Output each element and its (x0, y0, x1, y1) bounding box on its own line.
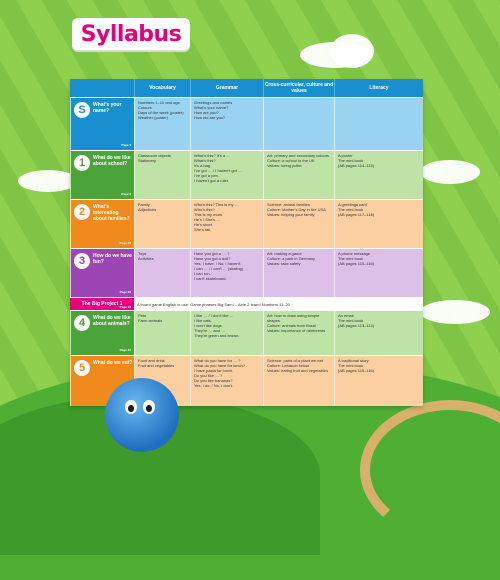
cell-grammar: Greetings and names What's your name? How are you? How old are you? (190, 98, 263, 150)
cell-cross: Art: how to draw using simple shapes Culture: animals from Brazil Values: importance of rainforests (263, 311, 334, 355)
page-title: Syllabus (80, 21, 182, 47)
unit-title: What's your name? (93, 102, 122, 114)
cell-vocab: Numbers 1–10 and age Colours Days of the week (poster) Weather (poster) (134, 98, 190, 150)
cell-vocab: Toys Activities (134, 249, 190, 297)
header-cell (70, 79, 134, 97)
big-project-row (70, 297, 423, 310)
unit-cell (70, 311, 134, 355)
unit-number: 1 (74, 155, 90, 171)
cell-grammar: What's this? It's a … What's this? It's a bag. I've got … / I haven't got … I've got a pen. I haven't got a ruler. (190, 151, 263, 199)
cell-lit: A traditional story The mini book (AB pages 115–116) (334, 356, 423, 406)
header-grammar: Grammar (190, 79, 263, 97)
table-row (70, 310, 423, 355)
unit-title: What do we like about animals? (93, 315, 131, 327)
unit-page: Page 40 (119, 348, 131, 352)
unit-title: What's interesting about families? (93, 204, 130, 222)
syllabus-table (70, 79, 423, 406)
cloud (420, 300, 490, 324)
cell-lit: An email The mini book (AB pages 113–114) (334, 311, 423, 355)
mascot-eye (143, 400, 155, 414)
cell-grammar: What do you have for … ? What do you have for lunch? I have pasta for lunch. Do you like … ? Do you like bananas? Yes, I do. / No, I don't. (190, 356, 263, 406)
unit-number: 2 (74, 204, 90, 220)
unit-title: What do we like about school? (93, 155, 131, 167)
unit-cell (70, 151, 134, 199)
cell-vocab: Pets Farm animals (134, 311, 190, 355)
big-project-page: Page 36 (119, 305, 131, 309)
cell-vocab: Family Adjectives (134, 200, 190, 248)
cell-lit: A greetings card The mini book (AB pages 117–118) (334, 200, 423, 248)
table-row (70, 248, 423, 297)
big-project-label: The Big Project 1 Page 36 (70, 298, 134, 310)
header-cross-curricular: Cross-curricular, culture and values (263, 79, 334, 97)
cell-lit: A phone message The mini book (AB pages 115–116) (334, 249, 423, 297)
cloud (18, 170, 78, 192)
cell-cross: Science: animal families Culture: Mother's Day in the USA Values: helping your family (263, 200, 334, 248)
unit-page: Page 26 (119, 290, 131, 294)
cell-cross: Science: parts of a plant we eat Culture: Lebanon fiction Values: eating fruit and vegetables (263, 356, 334, 406)
unit-page: Page 4 (121, 143, 131, 147)
unit-page: Page 6 (121, 192, 131, 196)
title-badge (72, 18, 190, 50)
mascot (105, 378, 179, 452)
cell-vocab: Food and drink Fruit and vegetables (134, 356, 190, 406)
unit-title: How do we have fun? (93, 253, 132, 265)
cloud (330, 34, 374, 68)
header-literacy: Literacy (334, 79, 423, 97)
cell-lit: A poster The mini book (AB pages 114–115) (334, 151, 423, 199)
unit-number: 5 (74, 360, 90, 376)
unit-number: S (74, 102, 90, 118)
table-row (70, 97, 423, 150)
cell-grammar: Have you got a … ? Have you got a doll? Yes, I have. / No, I haven't. I can … / I can't … (skating) I can run. I can't skateboard. (190, 249, 263, 297)
unit-number: 4 (74, 315, 90, 331)
cell-grammar: Who's this? This is my … Who's this? This is my mum. He's / She's … He's short. She's tall. (190, 200, 263, 248)
cell-lit (334, 98, 423, 150)
table-header (70, 79, 423, 97)
cloud (420, 160, 480, 184)
mascot-eye (125, 400, 137, 414)
unit-cell (70, 98, 134, 150)
table-row (70, 150, 423, 199)
unit-page: Page 16 (119, 241, 131, 245)
big-project-text: A board game English in use: Game phrases Big Sam! – Able-2 learn! Numbers 11–20 (137, 301, 290, 307)
cell-grammar: I like … / I don't like … I like cats. I don't like dogs. They're … and … They're green and brown. (190, 311, 263, 355)
unit-cell (70, 200, 134, 248)
unit-title: What do we eat? (93, 360, 133, 366)
cell-vocab: Classroom objects Stationery (134, 151, 190, 199)
cell-cross: Art: primary and secondary colours Culture: a school in the UK Values: being polite (263, 151, 334, 199)
table-row (70, 199, 423, 248)
cell-cross: Art: making a game Culture: a park in Germany Values: take safety (263, 249, 334, 297)
cell-cross (263, 98, 334, 150)
unit-cell (70, 249, 134, 297)
unit-number: 3 (74, 253, 90, 269)
header-vocabulary: Vocabulary (134, 79, 190, 97)
